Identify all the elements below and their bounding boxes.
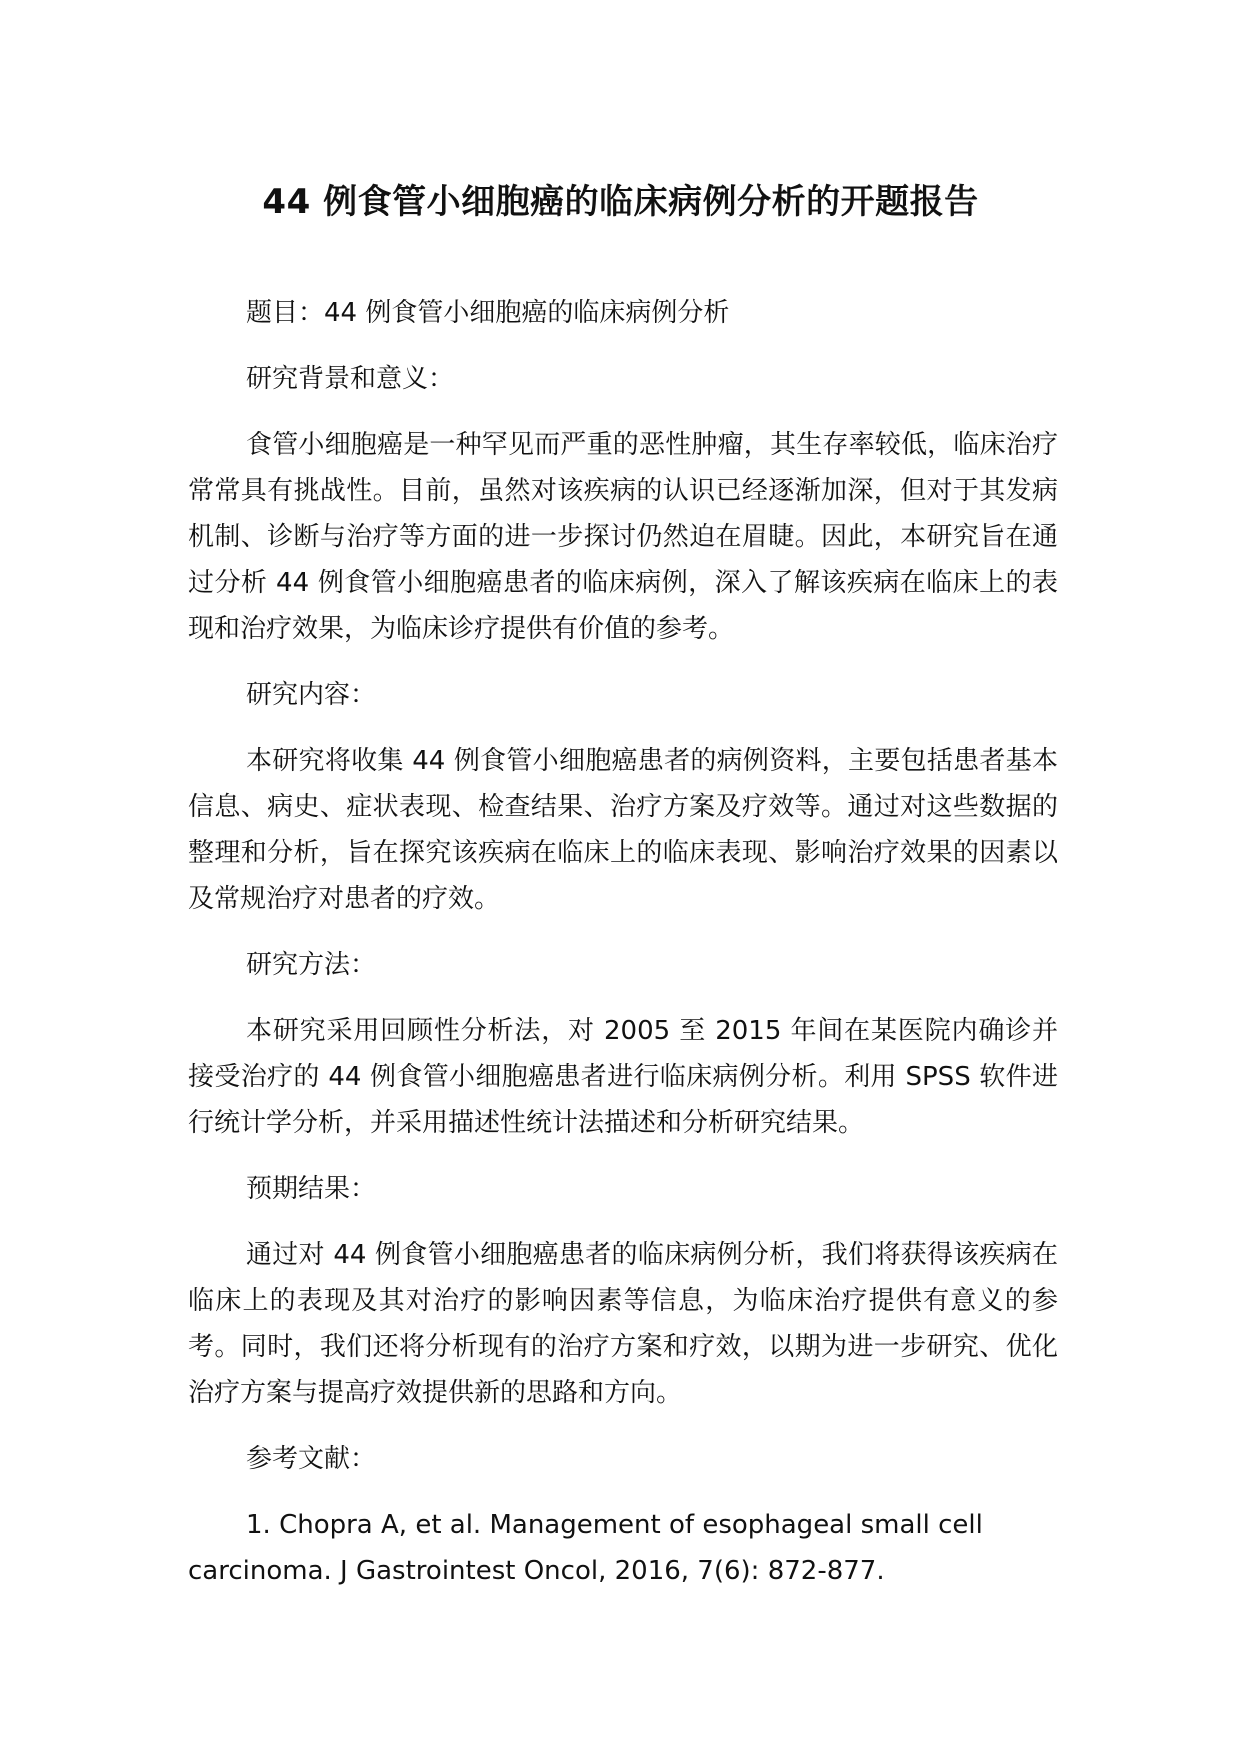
document-title: 44 例食管小细胞癌的临床病例分析的开题报告: [262, 182, 979, 222]
section-body-content: 本研究将收集 44 例食管小细胞癌患者的病例资料，主要包括患者基本信息、病史、症状表现、检查结果、治疗方案及疗效等。通过对这些数据的整理和分析，旨在探究该疾病在临床上的临床表现、影响治疗效果的因素以及常规治疗对患者的疗效。: [188, 746, 1058, 914]
reference-item: 1. Chopra A, et al. Management of esophageal small cell carcinoma. J Gastrointest Oncol, 2016, 7(6): 872-877.: [188, 1510, 983, 1586]
section-body-expected-results: 通过对 44 例食管小细胞癌患者的临床病例分析，我们将获得该疾病在临床上的表现及其对治疗的影响因素等信息，为临床治疗提供有意义的参考。同时，我们还将分析现有的治疗方案和疗效，以期为进一步研究、优化治疗方案与提高疗效提供新的思路和方向。: [188, 1240, 1058, 1408]
section-body-method: 本研究采用回顾性分析法，对 2005 至 2015 年间在某医院内确诊并接受治疗的 44 例食管小细胞癌患者进行临床病例分析。利用 SPSS 软件进行统计学分析，并采用描述性统计法描述和分析研究结果。: [188, 1016, 1058, 1138]
references-heading: 参考文献：: [246, 1444, 377, 1474]
section-body-background: 食管小细胞癌是一种罕见而严重的恶性肿瘤，其生存率较低，临床治疗常常具有挑战性。目前，虽然对该疾病的认识已经逐渐加深，但对于其发病机制、诊断与治疗等方面的进一步探讨仍然迫在眉睫。因此，本研究旨在通过分析 44 例食管小细胞癌患者的临床病例，深入了解该疾病在临床上的表现和治疗效果，为临床诊疗提供有价值的参考。: [188, 430, 1058, 644]
topic-line: 题目：44 例食管小细胞癌的临床病例分析: [246, 298, 730, 328]
section-heading-method: 研究方法：: [246, 950, 377, 980]
section-heading-background: 研究背景和意义：: [246, 364, 455, 394]
document-body: [188, 290, 1058, 1594]
section-heading-expected-results: 预期结果：: [246, 1174, 377, 1204]
section-heading-content: 研究内容：: [246, 680, 377, 710]
